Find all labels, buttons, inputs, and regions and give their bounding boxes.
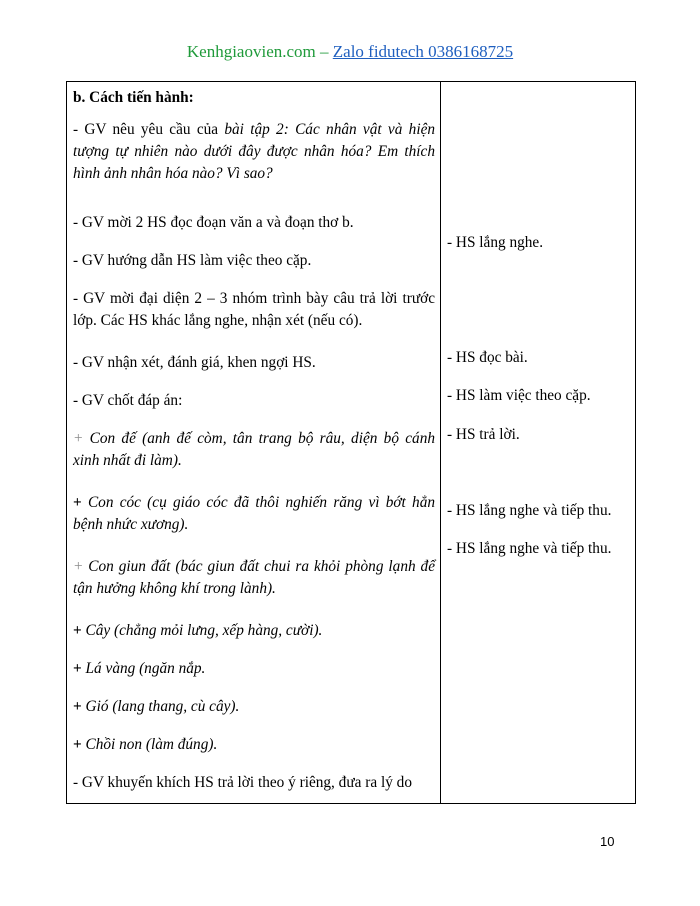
section-heading: b. Cách tiến hành: <box>73 89 194 106</box>
page-number: 10 <box>600 834 615 849</box>
task-instruction <box>73 119 435 185</box>
step-read: - GV mời 2 HS đọc đoạn văn a và đoạn thơ b. <box>73 214 354 231</box>
column-divider <box>440 82 441 803</box>
page-header <box>0 42 700 62</box>
step-feedback: - GV nhận xét, đánh giá, khen ngợi HS. <box>73 354 316 371</box>
answer-item: + Con giun đất (bác giun đất chui ra khỏi phòng lạnh để tận hưởng không khí trong lành). <box>73 558 435 597</box>
answer-item: + Cây (chẳng mỏi lưng, xếp hàng, cười). <box>73 622 323 639</box>
student-response: - HS lắng nghe. <box>447 234 544 251</box>
step-encourage: - GV khuyến khích HS trả lời theo ý riêng, đưa ra lý do <box>73 774 412 791</box>
answer-item: + Con cóc (cụ giáo cóc đã thôi nghiến răng vì bớt hẳn bệnh nhức xương). <box>73 494 436 533</box>
step-pairs: - GV hướng dẫn HS làm việc theo cặp. <box>73 252 312 269</box>
header-contact-link[interactable]: Zalo fidutech 0386168725 <box>332 42 514 61</box>
task-question: bài tập 2: Các nhân vật và hiện tượng tự nhiên nào dưới đây được nhân hóa? Em thích hình ảnh nhân hóa nào? Vì sao? <box>73 121 436 182</box>
step-present: - GV mời đại diện 2 – 3 nhóm trình bày câu trả lời trước lớp. Các HS khác lắng nghe, nhận xét (nếu có). <box>73 290 435 329</box>
answer-item: + Gió (lang thang, cù cây). <box>73 698 240 715</box>
task-intro: - GV nêu yêu cầu của <box>73 121 225 138</box>
student-response: - HS làm việc theo cặp. <box>447 387 591 404</box>
student-response: - HS đọc bài. <box>447 349 528 366</box>
student-response: - HS lắng nghe và tiếp thu. <box>447 502 612 519</box>
student-response: - HS trả lời. <box>447 426 520 443</box>
step-answer: - GV chốt đáp án: <box>73 392 183 409</box>
answer-item: + Con đế (anh đế còm, tân trang bộ râu, diện bộ cánh xinh nhất đi làm). <box>73 430 435 469</box>
header-separator: – <box>320 42 329 61</box>
answer-item: + Chồi non (làm đúng). <box>73 736 218 753</box>
header-site[interactable]: Kenhgiaovien.com <box>186 42 316 61</box>
student-response: - HS lắng nghe và tiếp thu. <box>447 540 612 557</box>
lesson-table <box>66 81 636 804</box>
answer-item: + Lá vàng (ngăn nắp. <box>73 660 206 677</box>
